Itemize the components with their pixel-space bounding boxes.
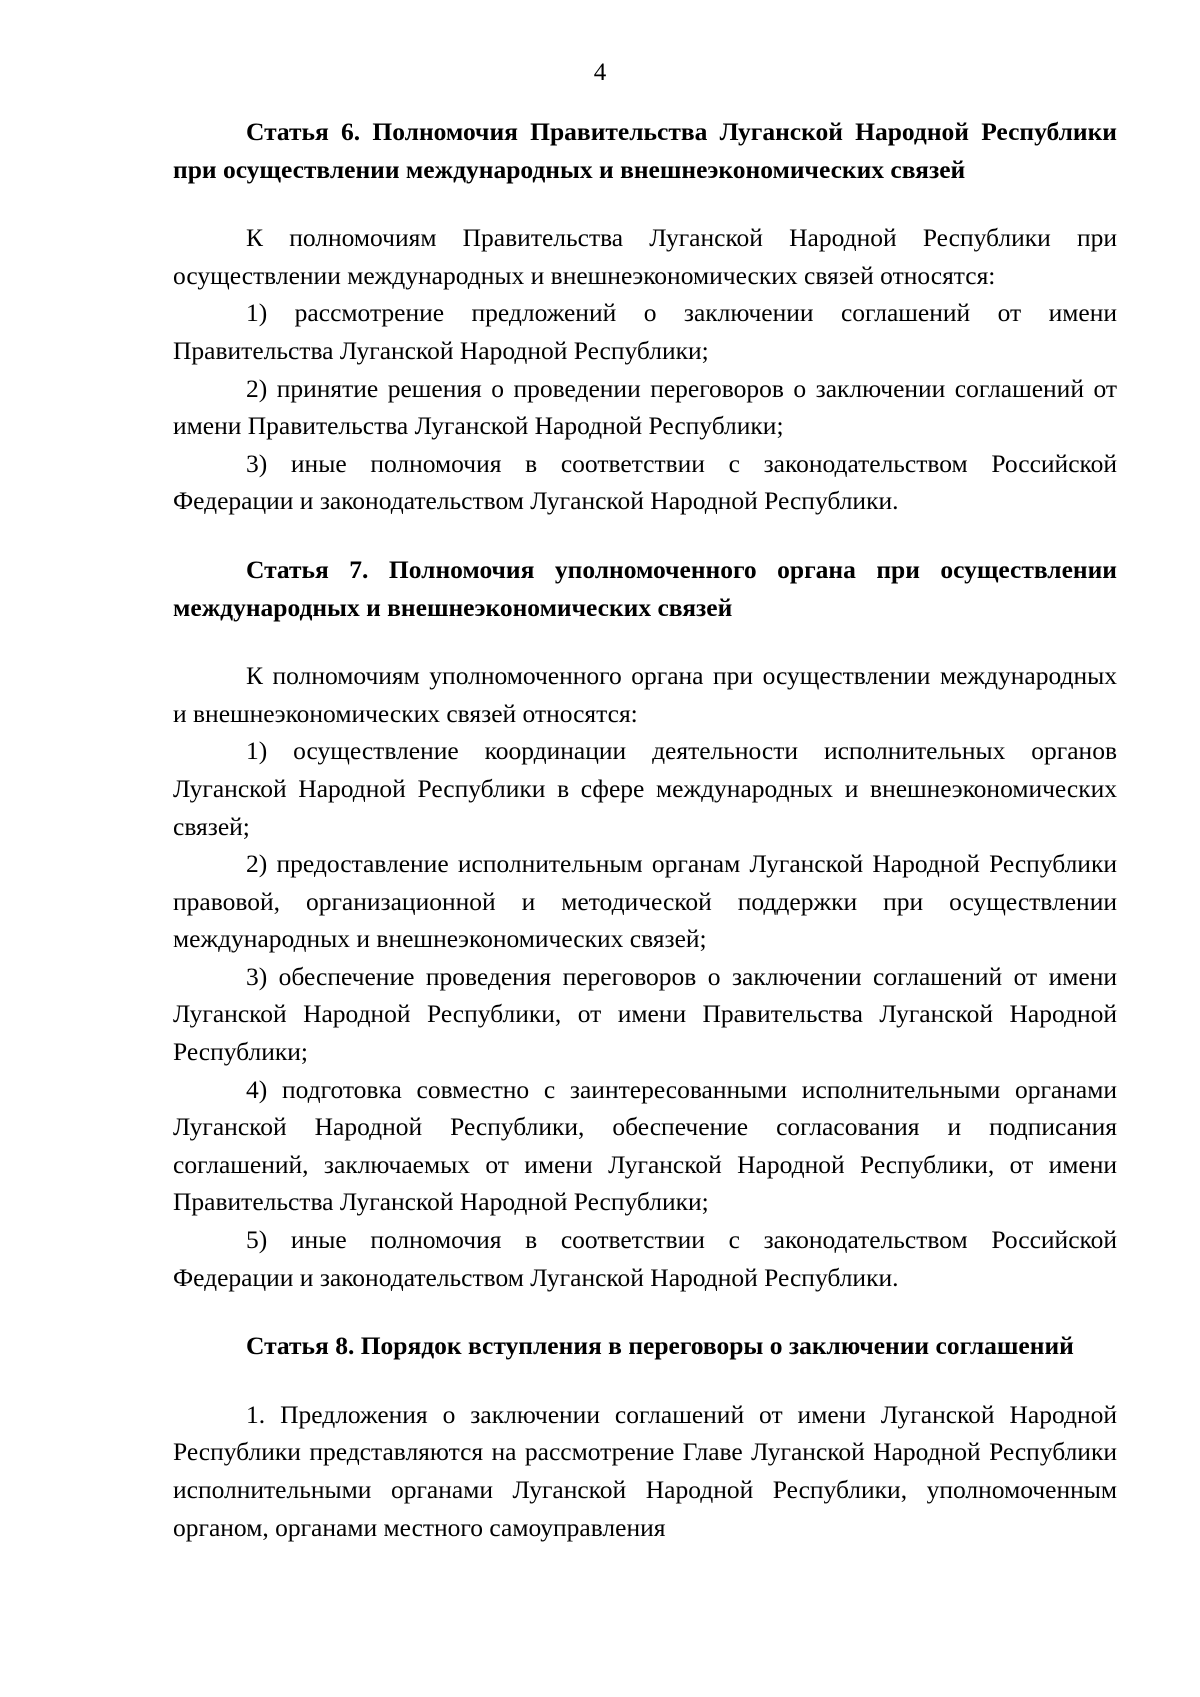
article-6 (173, 113, 1117, 520)
document-body (173, 113, 1117, 1546)
article-heading: Статья 8. Порядок вступления в переговоры о заключении соглашений (246, 1331, 1074, 1361)
article-list-item: 1) рассмотрение предложений о заключении соглашений от имени Правительства Луганской Народной Республики; (173, 298, 1117, 365)
article-paragraph: К полномочиям Правительства Луганской Народной Республики при осуществлении международных и внешнеэкономических связей относятся: (173, 223, 1117, 290)
article-list-item: 2) принятие решения о проведении переговоров о заключении соглашений от имени Правительства Луганской Народной Республики; (173, 373, 1117, 441)
article-list-item: 5) иные полномочия в соответствии с законодательством Российской Федерации и законодательством Луганской Народной Республики. (173, 1225, 1117, 1292)
article-list-item: 3) иные полномочия в соответствии с законодательством Российской Федерации и законодательством Луганской Народной Республики. (173, 448, 1117, 516)
article-heading: Статья 7. Полномочия уполномоченного органа при осуществлении международных и внешнеэкономических связей (173, 554, 1117, 622)
article-paragraph: К полномочиям уполномоченного органа при осуществлении международных и внешнеэкономических связей относятся: (173, 661, 1117, 728)
page-number: 4 (593, 59, 607, 86)
article-list-item: 3) обеспечение проведения переговоров о заключении соглашений от имени Луганской Народной Республики, от имени Правительства Луганской Народной Республики; (173, 961, 1117, 1067)
article-list-item: 1) осуществление координации деятельности исполнительных органов Луганской Народной Республики в сфере международных и внешнеэкономических связей; (173, 736, 1117, 841)
article-7 (173, 551, 1117, 1296)
article-list-item: 4) подготовка совместно с заинтересованными исполнительными органами Луганской Народной Республики, обеспечение согласования и подписания соглашений, заключаемых от имени Луганской Народной Республики, от имени Правительства Луганской Народной Республики; (173, 1074, 1117, 1217)
article-8 (173, 1327, 1117, 1546)
article-list-item: 2) предоставление исполнительным органам Луганской Народной Республики правовой, организационной и методической поддержки при осуществлении международных и внешнеэкономических связей; (173, 849, 1117, 954)
article-paragraph: 1. Предложения о заключении соглашений от имени Луганской Народной Республики представляются на рассмотрение Главе Луганской Народной Республики исполнительными органами Луганской Народной Республики, уполномоченным органом, органами местного самоуправления (173, 1399, 1117, 1542)
article-heading: Статья 6. Полномочия Правительства Луганской Народной Республики при осуществлении международных и внешнеэкономических связей (173, 117, 1117, 184)
